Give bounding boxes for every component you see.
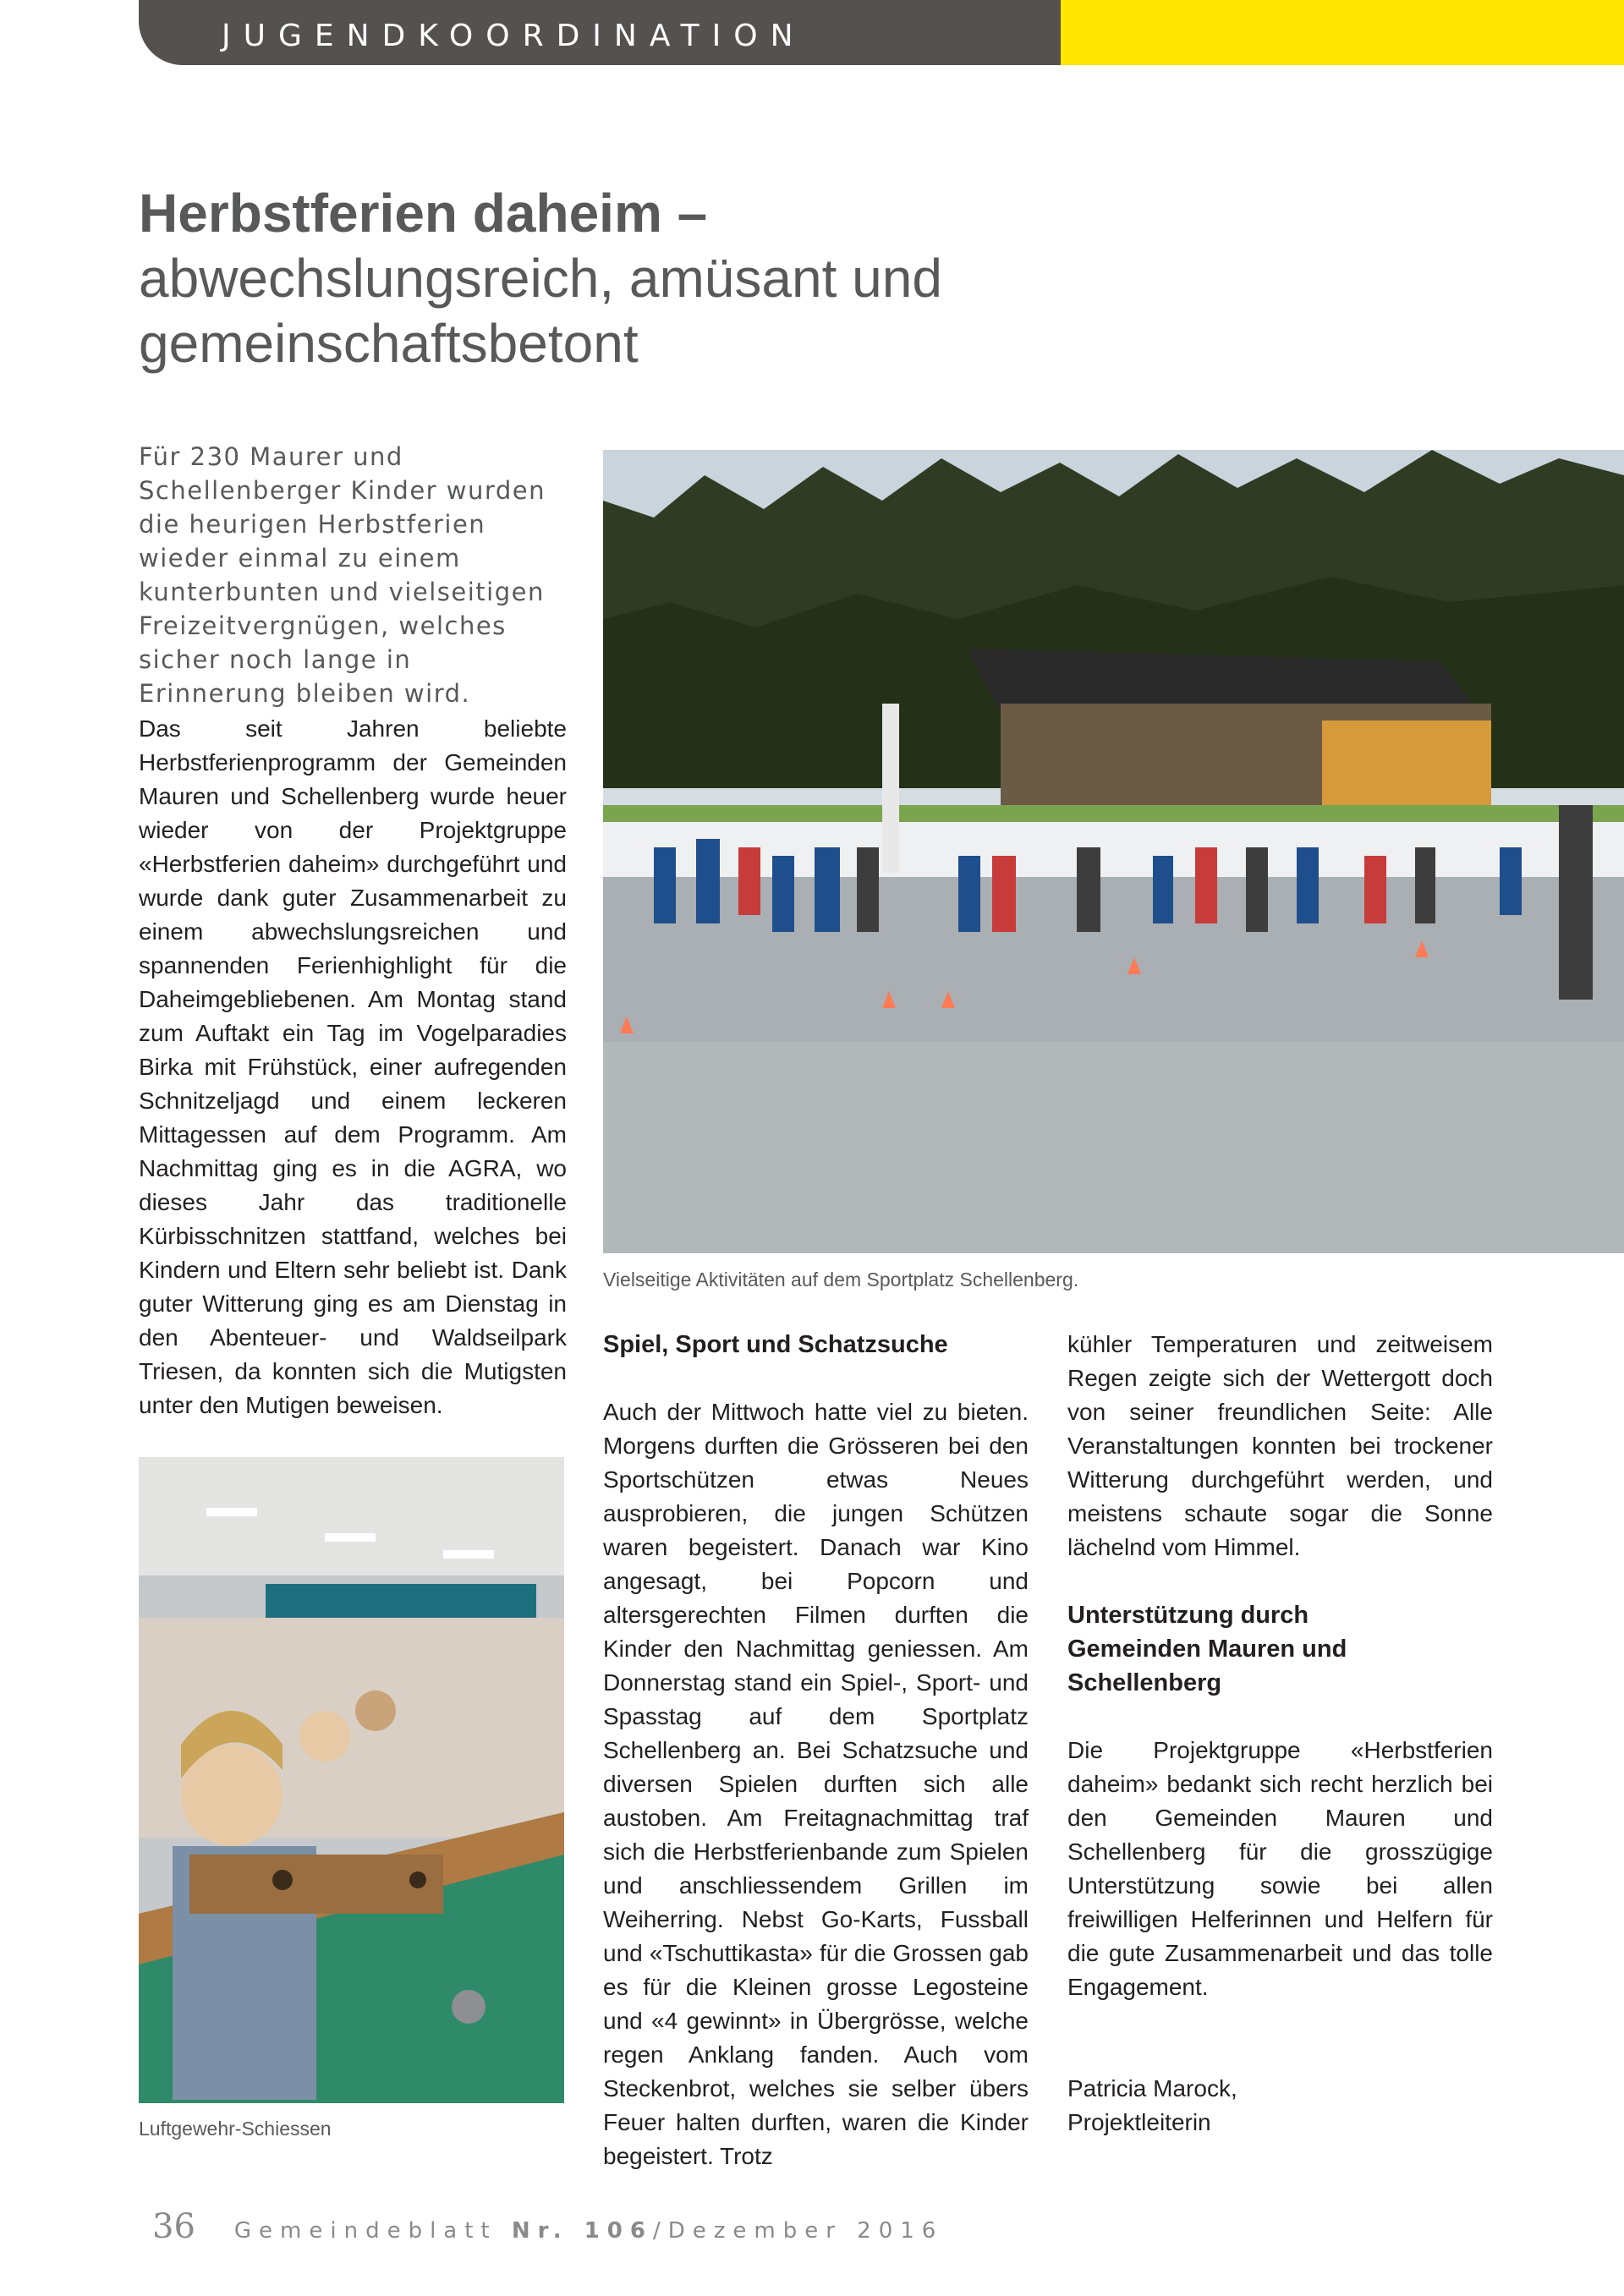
side-photo-caption: Luftgewehr-Schiessen — [139, 2118, 332, 2140]
intro-paragraph: Das seit Jahren beliebte Herbstferienprogramm der Gemeinden Mauren und Schellenberg wurde heuer wieder von der Projektgruppe «Herbstferien daheim» durchgeführt und wurde dank guter Zusammenarbeit zu einem abwechslungsreichen und spannenden Ferienhighlight für die Daheimgebliebenen. Am Montag stand zum Auftakt ein Tag im Vogelparadies Birka mit Frühstück, einer aufregenden Schnitzeljagd und einem leckeren Mittagessen auf dem Programm. Am Nachmittag ging es in die AGRA, wo dieses Jahr das traditionelle Kürbisschnitzen stattfand, welches bei Kindern und Eltern sehr beliebt ist. Dank guter Witterung ging es am Dienstag in den Abenteuer- und Waldseilpark Triesen, da konnten sich die Mutigsten unter den Mutigen beweisen. — [139, 715, 567, 1418]
section-label: JUGENDKOORDINATION — [222, 19, 806, 53]
main-photo-caption: Vielseitige Aktivitäten auf dem Sportplatz Schellenberg. — [603, 1269, 1079, 1290]
section-spiel-continuation: kühler Temperaturen und zeitweisem Regen zeigte sich der Wettergott doch von seiner freundlichen Seite: Alle Veranstaltungen konnten bei trockener Witterung durchgeführt werden, und meistens schaute sogar die Sonne lächelnd vom Himmel. — [1067, 1331, 1493, 1560]
column-3 — [1067, 1328, 1493, 2140]
issue-date: /Dezember 2016 — [652, 2218, 944, 2244]
page-footer — [152, 2207, 943, 2246]
publication-name: Gemeindeblatt — [233, 2218, 497, 2244]
title-subline-1: abwechslungsreich, amüsant und — [139, 247, 942, 309]
sports-field-photo — [603, 450, 1624, 1253]
column-2 — [603, 1328, 1029, 2173]
issue-label: Nr. 106 — [511, 2218, 653, 2244]
article-title — [139, 181, 1323, 375]
heading-line-2: Gemeinden Mauren und — [1067, 1636, 1347, 1663]
author-name: Patricia Marock, — [1067, 2075, 1237, 2101]
heading-line-3: Schellenberg — [1067, 1669, 1222, 1696]
air-rifle-illustration — [139, 1457, 564, 2103]
header-accent-block — [1061, 0, 1624, 65]
heading-line-1: Unterstützung durch — [1067, 1602, 1309, 1629]
title-bold-line: Herbstferien daheim – — [139, 183, 708, 244]
author-role: Projektleiterin — [1067, 2109, 1211, 2135]
section-spiel-text: Auch der Mittwoch hatte viel zu bieten. Morgens durften die Grösseren bei den Sportschützen etwas Neues ausprobieren, die jungen Schützen waren begeistert. Danach war Kino angesagt, bei Popcorn und altersgerechten Filmen durften die Kinder den Nachmittag geniessen. Am Donnerstag stand ein Spiel-, Sport- und Spasstag auf dem Sportplatz Schellenberg an. Bei Schatzsuche und diversen Spielen durften sich alle austoben. Am Freitagnachmittag traf sich die Herbstferienbande zum Spielen und anschliessendem Grillen im Weiherring. Nebst Go-Karts, Fussball und «Tschuttikasta» für die Grossen gab es für die Kleinen grosse Legosteine und «4 gewinnt» in Übergrösse, welche regen Anklang fanden. Auch vom Steckenbrot, welches sie selber übers Feuer halten durften, waren die Kinder begeistert. Trotz — [603, 1399, 1029, 2169]
section-heading-unterstuetzung — [1067, 1598, 1493, 1700]
publication-line — [234, 2218, 943, 2244]
article-lead: Für 230 Maurer und Schellenberger Kinder wurden die heurigen Herbstferien wieder einmal zu einem kunterbunten und vielseitigen Freizeitvergnügen, welches sicher noch lange in Erinnerung bleiben wird. — [139, 442, 546, 708]
section-unterstuetzung-text: Die Projektgruppe «Herbstferien daheim» bedankt sich recht herzlich bei den Gemeinden Mauren und Schellenberg für die grosszügige Unterstützung sowie bei allen freiwilligen Helferinnen und Helfern für die gute Zusammenarbeit und das tolle Engagement. — [1067, 1737, 1493, 2000]
title-subline-2: gemeinschaftsbetont — [139, 312, 639, 374]
section-header-bar — [139, 0, 1061, 65]
page-number: 36 — [152, 2207, 195, 2246]
sports-field-illustration — [603, 450, 1624, 1253]
air-rifle-photo — [139, 1457, 564, 2103]
column-1 — [139, 712, 567, 1422]
section-heading-spiel: Spiel, Sport und Schatzsuche — [603, 1331, 948, 1358]
